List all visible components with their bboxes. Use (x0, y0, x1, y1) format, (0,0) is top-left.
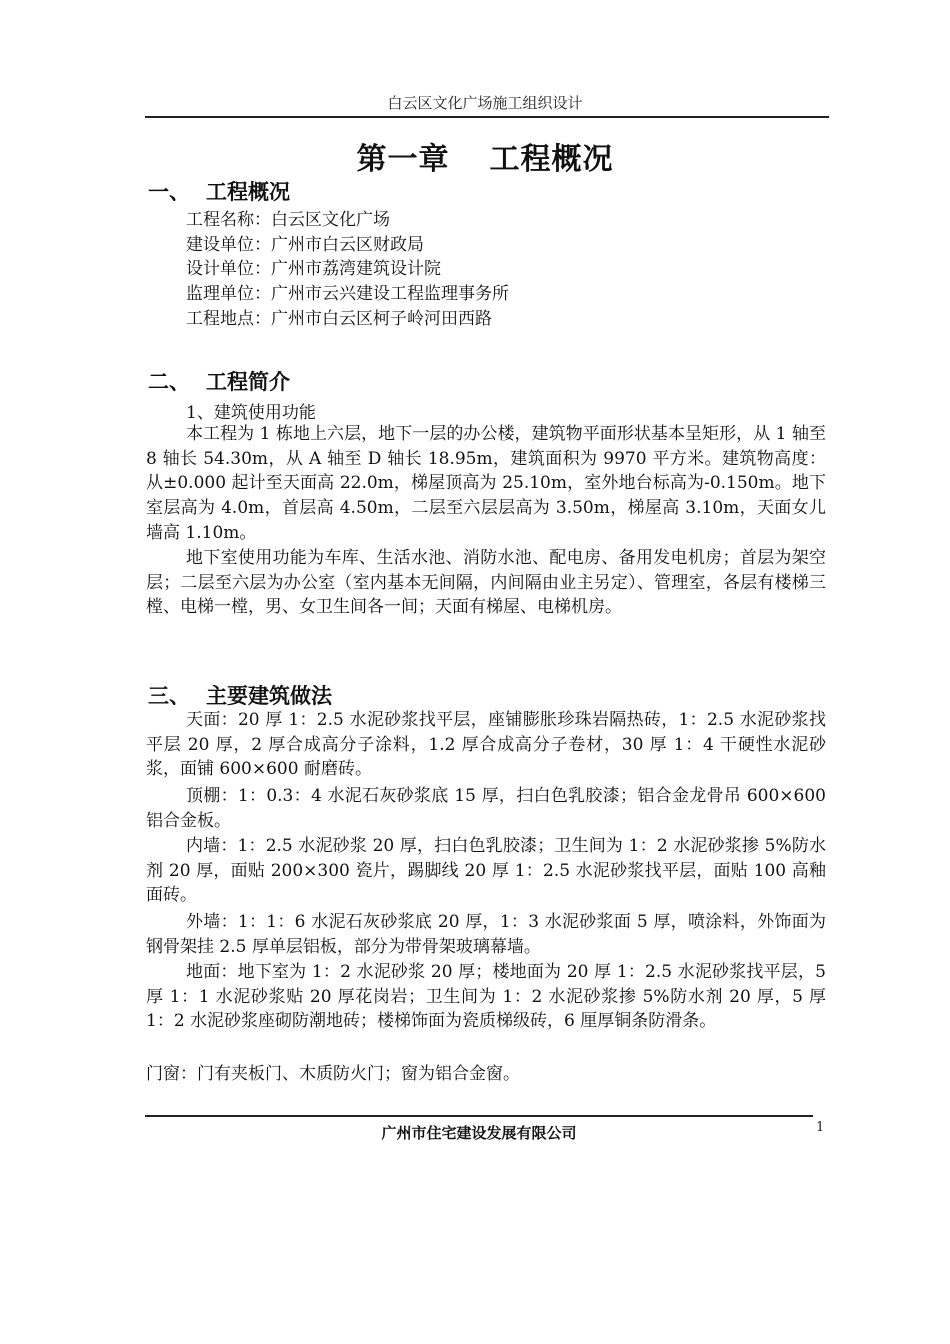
footer-rule (145, 1115, 813, 1117)
list-item: 监理单位：广州市云兴建设工程监理事务所 (186, 284, 509, 305)
paragraph: 顶棚：1：0.3：4 水泥石灰砂浆底 15 厚，扫白色乳胶漆；铝合金龙骨吊 600×600 铝合金板。 (146, 786, 826, 831)
running-header: 白云区文化广场施工组织设计 (387, 94, 583, 112)
list-item: 工程名称：白云区文化广场 (186, 210, 390, 230)
paragraph: 地面：地下室为 1：2 水泥砂浆 20 厚；楼地面为 20 厚 1：2.5 水泥砂浆找平层，5 厚 1：1 水泥砂浆贴 20 厚花岗岩；卫生间为 1：2 水泥砂浆掺 5%防水剂 20 厚，5 厚 1：2 水泥砂浆座砌防潮地砖；楼梯饰面为瓷质梯级砖，6 厘厚铜条防滑条。 (146, 962, 826, 1032)
paragraph: 外墙：1：1：6 水泥石灰砂浆底 20 厚，1：3 水泥砂浆面 5 厚，喷涂料，外饰面为钢骨架挂 2.5 厚单层铝板，部分为带骨架玻璃幕墙。 (146, 912, 826, 957)
section-title: 工程简介 (206, 370, 290, 394)
footer-company: 广州市住宅建设发展有限公司 (381, 1124, 577, 1142)
header-rule (145, 116, 829, 118)
paragraph: 本工程为 1 栋地上六层，地下一层的办公楼，建筑物平面形状基本呈矩形，从 1 轴至 8 轴长 54.30m，从 A 轴至 D 轴长 18.95m，建筑面积为 9970 平方米。建筑物高度：从±0.000 起计至天面高 22.0m，梯屋顶高为 25.10m，室外地台标高为-0.150m。地下室层高为 4.0m，首层高 4.50m，二层至六层层高为 3.50m，梯屋高 3.10m，天面女儿墙高 1.10m。 (146, 424, 826, 543)
section-number: 一、 (148, 180, 190, 204)
section-number: 三、 (148, 684, 190, 708)
section-heading-3 (148, 680, 332, 710)
list-item: 工程地点：广州市白云区柯子岭河田西路 (186, 308, 492, 329)
list-item: 建设单位：广州市白云区财政局 (186, 234, 424, 255)
paragraph: 地下室使用功能为车库、生活水池、消防水池、配电房、备用发电机房；首层为架空层；二层至六层为办公室（室内基本无间隔，内间隔由业主另定）、管理室，各层有楼梯三樘、电梯一樘，男、女卫生间各一间；天面有梯屋、电梯机房。 (146, 548, 826, 618)
page-number: 1 (816, 1120, 825, 1135)
paragraph: 门窗：门有夹板门、木质防火门；窗为铝合金窗。 (146, 1064, 520, 1084)
list-item: 设计单位：广州市荔湾建筑设计院 (186, 259, 441, 280)
sub-heading: 1、建筑使用功能 (186, 403, 316, 423)
section-heading-2 (148, 366, 290, 396)
chapter-title (145, 134, 825, 178)
chapter-number: 第一章 (356, 142, 450, 177)
section-title: 主要建筑做法 (206, 684, 332, 708)
chapter-name: 工程概况 (489, 142, 614, 177)
section-title: 工程概况 (206, 180, 290, 204)
project-info-list (186, 208, 509, 331)
paragraph: 内墙：1：2.5 水泥砂浆 20 厚，扫白色乳胶漆；卫生间为 1：2 水泥砂浆掺 5%防水剂 20 厚，面贴 200×300 瓷片，踢脚线 20 厚 1：2.5 水泥砂浆找平层，面贴 100 高釉面砖。 (146, 836, 826, 906)
paragraph: 天面：20 厚 1：2.5 水泥砂浆找平层，座铺膨胀珍珠岩隔热砖，1：2.5 水泥砂浆找平层 20 厚，2 厚合成高分子涂料，1.2 厚合成高分子卷材，30 厚 1：4 干硬性水泥砂浆，面铺 600×600 耐磨砖。 (146, 710, 826, 780)
section-heading-1 (148, 176, 290, 206)
section-number: 二、 (148, 370, 190, 394)
